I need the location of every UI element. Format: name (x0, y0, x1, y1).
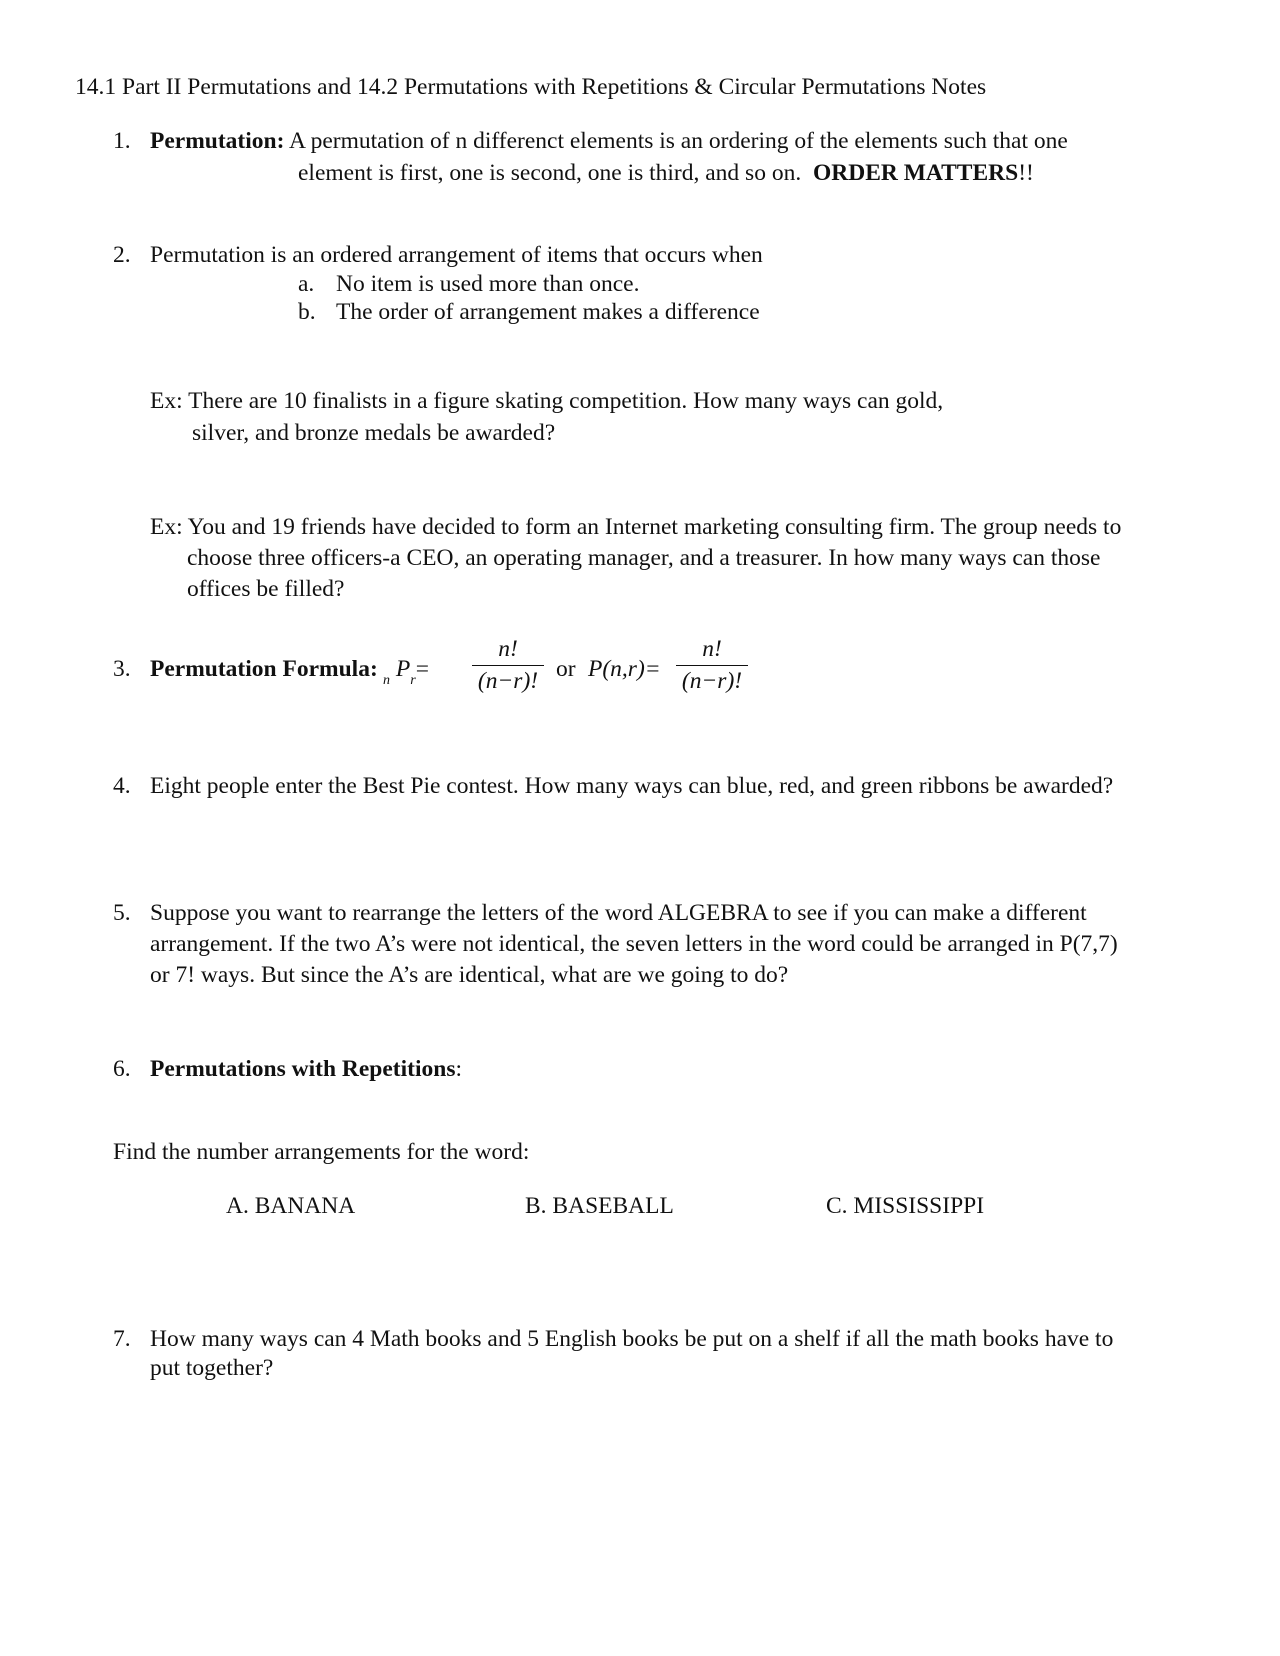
item-5-number: 5. (113, 900, 131, 926)
item-2a-text: No item is used more than once. (336, 271, 640, 297)
word-c-mississippi: C. MISSISSIPPI (826, 1193, 985, 1219)
item-5-line3: or 7! ways. But since the A’s are identical, what are we going to do? (150, 962, 789, 988)
pnr-expression: P(n,r)= (588, 656, 661, 682)
example-1-line2: silver, and bronze medals be awarded? (192, 420, 556, 446)
item-4-number: 4. (113, 773, 131, 799)
p-symbol: P (395, 656, 411, 682)
order-matters: ORDER MATTERS (812, 160, 1019, 186)
item-7-line1: How many ways can 4 Math books and 5 English books be put on a shelf if all the math books have to (150, 1326, 1114, 1352)
item-2b-marker: b. (298, 299, 316, 325)
r-subscript: r (410, 673, 416, 688)
example-2-line2: choose three officers-a CEO, an operating manager, and a treasurer. In how many ways can those (187, 545, 1101, 571)
item-1-number: 1. (113, 128, 131, 154)
fraction-2-numerator: n! (702, 636, 722, 662)
formula-label (150, 656, 378, 683)
repetitions-colon: : (455, 1056, 463, 1082)
fraction-1-numerator: n! (498, 636, 518, 662)
fraction-2-bar (676, 665, 748, 666)
item-5-line1: Suppose you want to rearrange the letters of the word ALGEBRA to see if you can make a different (150, 900, 1087, 926)
word-a-banana: A. BANANA (226, 1193, 356, 1219)
equals-sign: = (415, 656, 429, 682)
fraction-1-bar (472, 665, 544, 666)
permutation-definition-cont: element is first, one is second, one is third, and so on. (298, 160, 802, 186)
item-7-number: 7. (113, 1326, 131, 1352)
item-6-number: 6. (113, 1056, 131, 1082)
fraction-1-denominator: (n−r)! (477, 668, 539, 694)
item-1-line1 (150, 128, 1068, 155)
page-title: 14.1 Part II Permutations and 14.2 Permutations with Repetitions & Circular Permutations Notes (75, 74, 987, 100)
n-subscript: n (383, 673, 390, 688)
item-2-number: 2. (113, 242, 131, 268)
formula-fraction-2 (676, 636, 748, 695)
item-2b-text: The order of arrangement makes a difference (336, 299, 760, 325)
permutation-definition: A permutation of n differenct elements is an ordering of the elements such that one (289, 128, 1068, 154)
formula-label-text: Permutation Formula: (150, 656, 378, 682)
item-2-text: Permutation is an ordered arrangement of items that occurs when (150, 242, 763, 268)
repetitions-label: Permutations with Repetitions (150, 1056, 456, 1082)
permutation-label: Permutation: (150, 128, 285, 154)
item-6-heading (150, 1056, 462, 1083)
example-2-line3: offices be filled? (187, 576, 345, 602)
item-7-line2: put together? (150, 1355, 274, 1381)
npr-expression (383, 656, 429, 688)
item-3-number: 3. (113, 656, 131, 682)
word-b-baseball: B. BASEBALL (525, 1193, 674, 1219)
item-4-text: Eight people enter the Best Pie contest. How many ways can blue, red, and green ribbons be awarded? (150, 773, 1114, 799)
formula-fraction-1 (472, 636, 544, 695)
item-5-line2: arrangement. If the two A’s were not identical, the seven letters in the word could be arranged in P(7,7) (150, 931, 1118, 957)
item-1-line2 (298, 160, 1034, 187)
or-text: or (556, 656, 576, 682)
item-2a-marker: a. (298, 271, 315, 297)
example-1-line1: Ex: There are 10 finalists in a figure skating competition. How many ways can gold, (150, 388, 944, 414)
find-instruction: Find the number arrangements for the word: (113, 1139, 530, 1165)
order-matters-suffix: !! (1018, 160, 1034, 186)
example-2-line1: Ex: You and 19 friends have decided to form an Internet marketing consulting firm. The group needs to (150, 514, 1122, 540)
fraction-2-denominator: (n−r)! (681, 668, 743, 694)
